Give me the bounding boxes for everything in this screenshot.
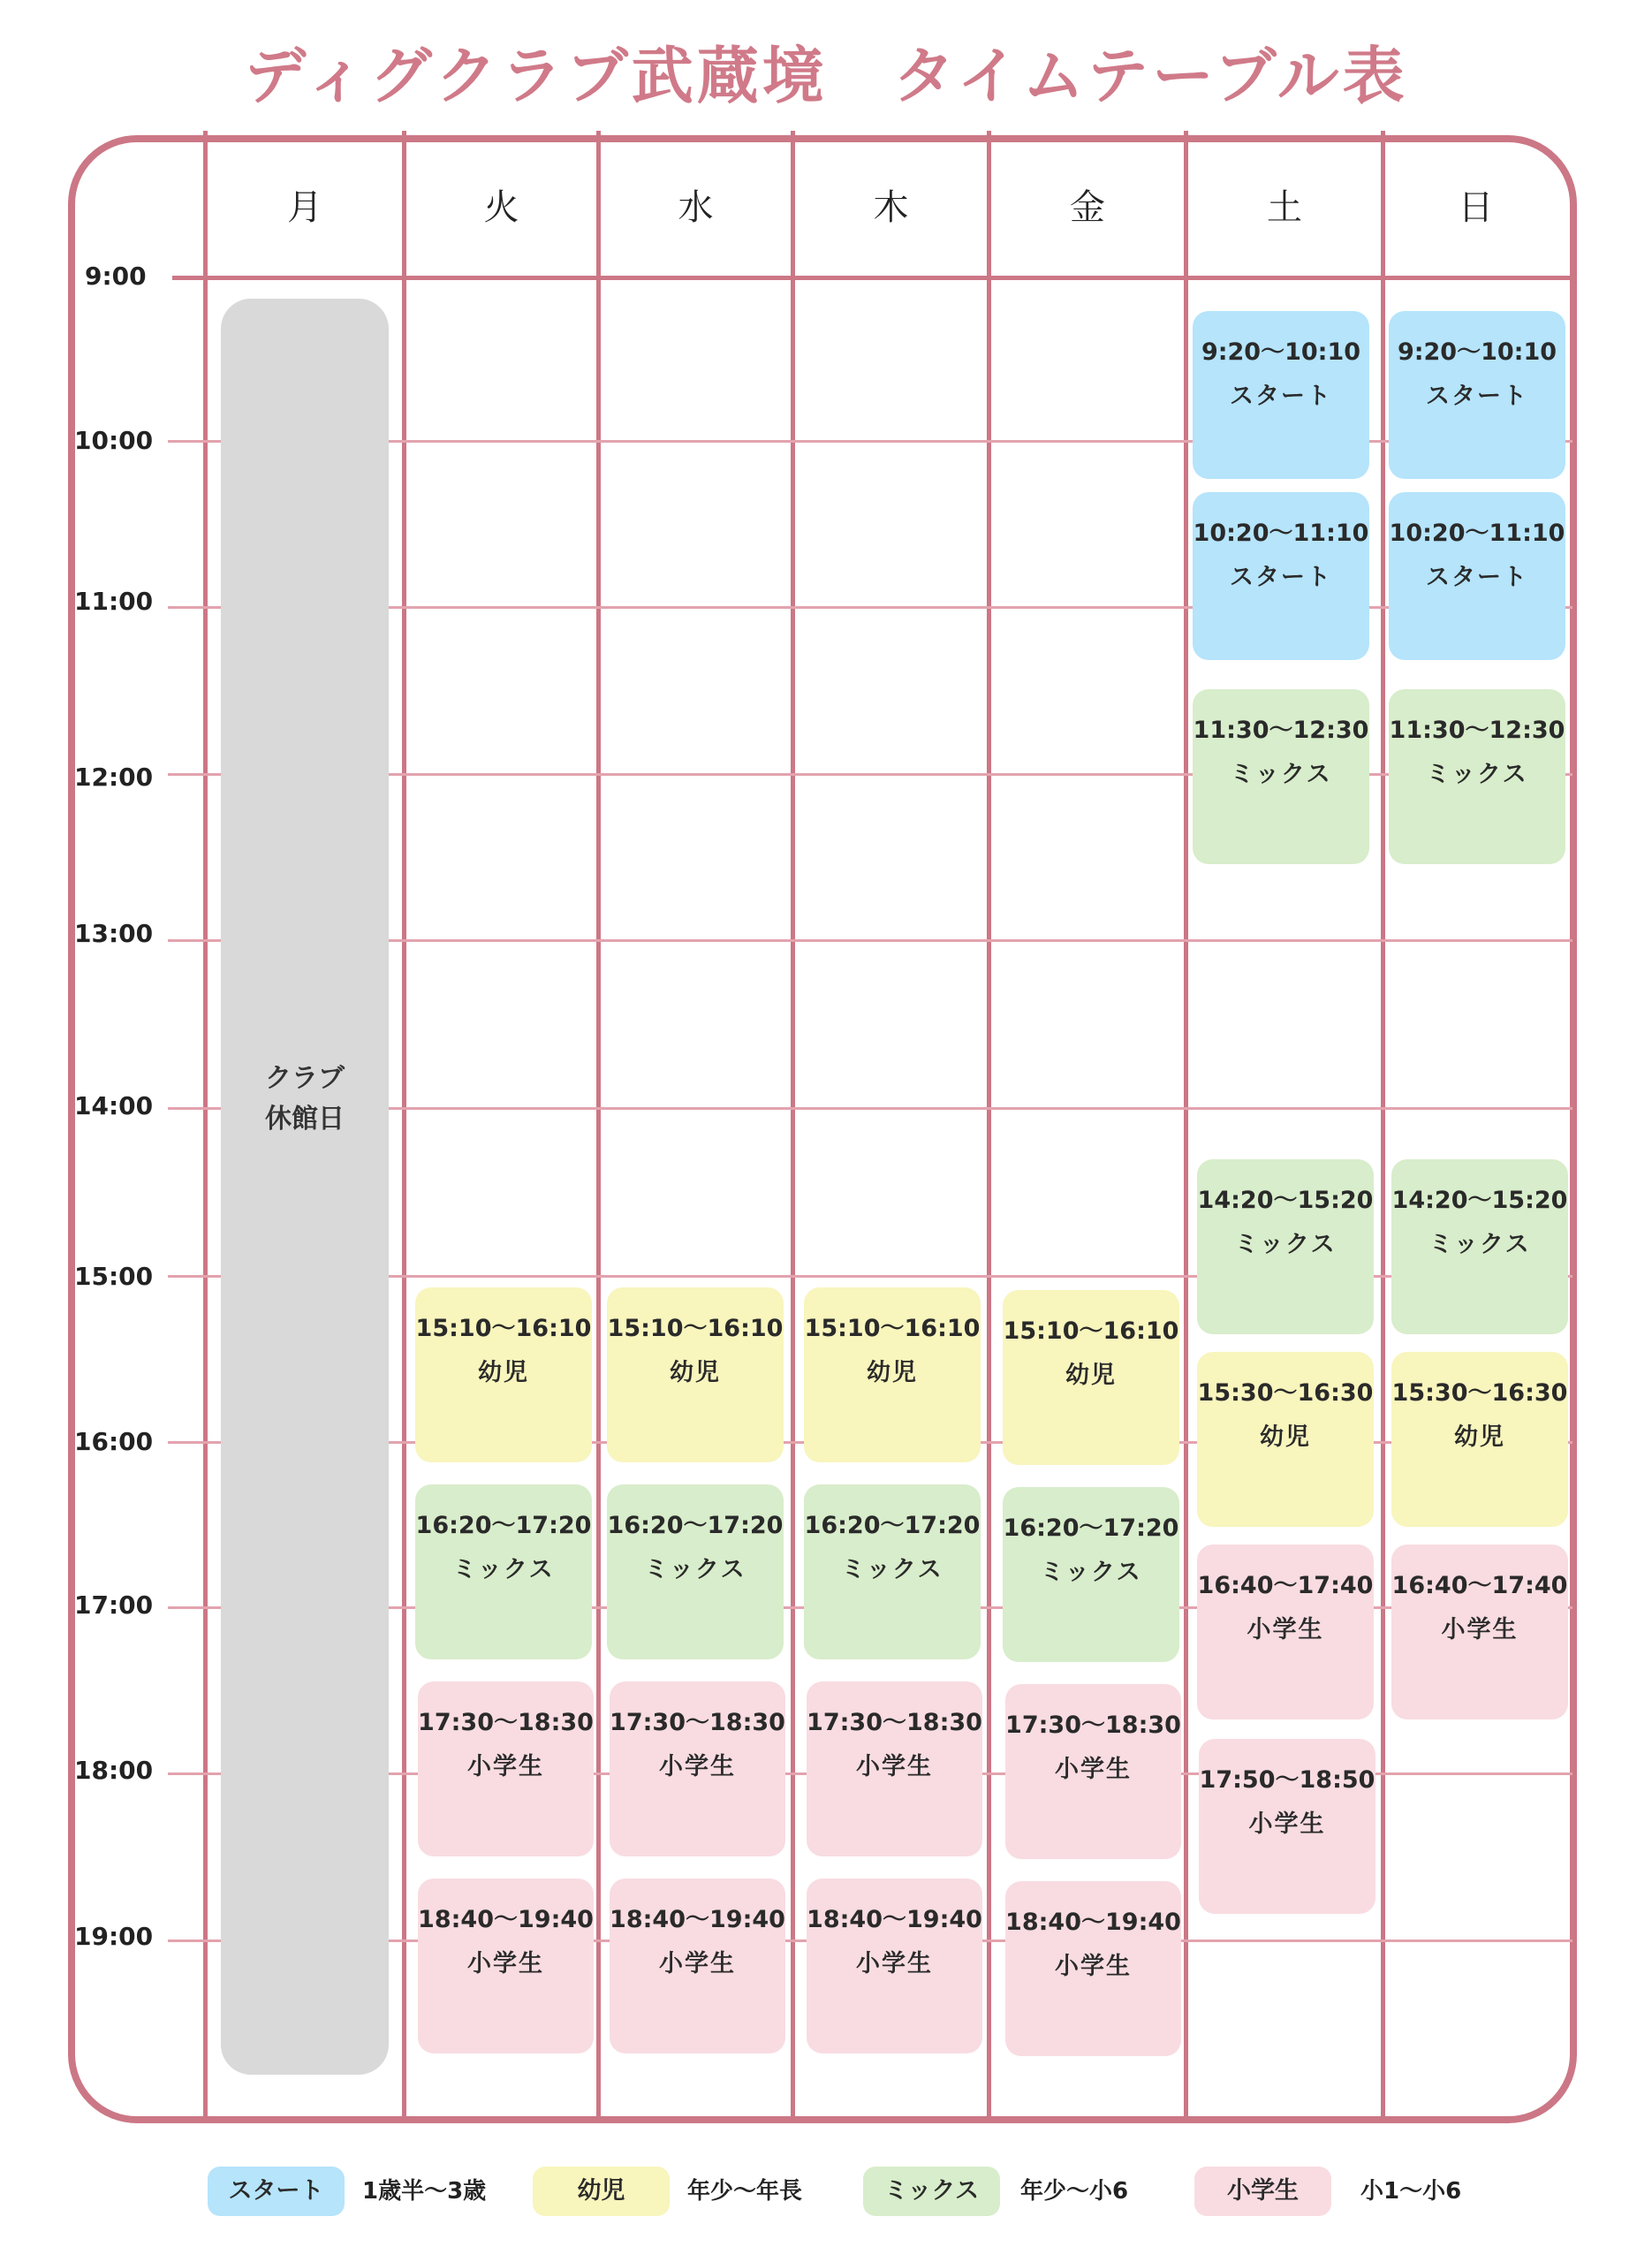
class-label: スタート [1230, 383, 1332, 410]
legend-chip-elementary: 小学生 [1194, 2167, 1331, 2216]
column-divider [791, 131, 795, 2123]
class-label: スタート [1426, 564, 1528, 591]
class-time: 18:40〜19:40 [807, 1906, 982, 1933]
day-header-wed: 水 [678, 187, 714, 228]
class-time: 17:50〜18:50 [1199, 1766, 1375, 1794]
class-block[interactable] [607, 1484, 784, 1659]
legend-chip-kid: 幼児 [533, 2167, 670, 2216]
class-block[interactable] [610, 1681, 785, 1856]
class-time: 9:20〜10:10 [1397, 338, 1557, 366]
closed-line-1: クラブ [265, 1063, 345, 1094]
class-label: 幼児 [670, 1359, 721, 1386]
class-label: 幼児 [867, 1359, 918, 1386]
class-block[interactable] [1389, 492, 1565, 660]
class-label: ミックス [644, 1556, 746, 1583]
time-label: 11:00 [74, 587, 154, 616]
class-label: 小学生 [1441, 1616, 1519, 1643]
legend-chip-start: スタート [208, 2167, 345, 2216]
column-divider [596, 131, 601, 2123]
class-block[interactable] [418, 1879, 594, 2053]
column-divider [203, 131, 208, 2123]
class-time: 16:20〜17:20 [1003, 1514, 1179, 1542]
class-label: ミックス [1426, 761, 1528, 788]
class-label: スタート [1426, 383, 1528, 410]
class-time: 18:40〜19:40 [1005, 1909, 1181, 1936]
time-label: 18:00 [74, 1756, 154, 1785]
class-block[interactable] [1389, 311, 1565, 479]
class-block[interactable] [804, 1484, 981, 1659]
class-block[interactable] [1193, 689, 1369, 864]
class-label: ミックス [1040, 1559, 1142, 1586]
class-time: 14:20〜15:20 [1391, 1187, 1568, 1214]
column-divider [402, 131, 406, 2123]
day-header-mon: 月 [287, 187, 322, 228]
class-time: 17:30〜18:30 [807, 1709, 982, 1736]
class-block[interactable] [1391, 1159, 1568, 1334]
class-label: 幼児 [478, 1359, 529, 1386]
page-title: ディグクラブ武蔵境 タイムテーブル表 [244, 40, 1408, 112]
closed-day-block [221, 299, 389, 2075]
class-block[interactable] [415, 1287, 592, 1462]
column-divider [987, 131, 991, 2123]
class-block[interactable] [804, 1287, 981, 1462]
class-block[interactable] [1389, 689, 1565, 864]
class-block[interactable] [1197, 1352, 1374, 1527]
class-label: 小学生 [856, 1950, 933, 1977]
class-time: 10:20〜11:10 [1193, 520, 1369, 547]
class-label: 小学生 [659, 1950, 736, 1977]
class-label: 小学生 [1055, 1756, 1132, 1783]
class-time: 17:30〜18:30 [418, 1709, 594, 1736]
class-label: 幼児 [1065, 1362, 1117, 1389]
day-header-fri: 金 [1070, 187, 1105, 228]
class-label: ミックス [1234, 1231, 1337, 1258]
time-label: 9:00 [85, 262, 147, 291]
class-time: 17:30〜18:30 [610, 1709, 785, 1736]
class-label: 小学生 [659, 1753, 736, 1780]
time-label: 19:00 [74, 1922, 154, 1951]
class-time: 18:40〜19:40 [610, 1906, 785, 1933]
class-time: 16:40〜17:40 [1391, 1572, 1568, 1599]
class-time: 16:20〜17:20 [607, 1512, 784, 1539]
class-time: 15:10〜16:10 [804, 1315, 981, 1342]
time-label: 10:00 [74, 426, 154, 455]
class-block[interactable] [1197, 1159, 1374, 1334]
class-block[interactable] [607, 1287, 784, 1462]
time-label: 17:00 [74, 1590, 154, 1620]
class-block[interactable] [1003, 1290, 1179, 1465]
class-time: 15:10〜16:10 [1003, 1317, 1179, 1345]
legend-desc-elementary: 小1〜小6 [1360, 2178, 1462, 2205]
class-time: 16:20〜17:20 [804, 1512, 981, 1539]
closed-line-2: 休館日 [265, 1104, 345, 1135]
class-time: 15:10〜16:10 [607, 1315, 784, 1342]
legend-desc-mix: 年少〜小6 [1020, 2178, 1129, 2205]
class-label: ミックス [452, 1556, 555, 1583]
time-label: 13:00 [74, 919, 154, 948]
class-label: 小学生 [1247, 1616, 1324, 1643]
column-divider [1381, 131, 1385, 2123]
class-block[interactable] [1005, 1684, 1181, 1859]
class-block[interactable] [807, 1879, 982, 2053]
column-divider [1184, 131, 1188, 2123]
class-time: 11:30〜12:30 [1193, 717, 1369, 744]
time-label: 12:00 [74, 763, 154, 792]
class-block[interactable] [415, 1484, 592, 1659]
class-label: 小学生 [467, 1950, 544, 1977]
legend-desc-start: 1歳半〜3歳 [362, 2178, 487, 2205]
class-time: 18:40〜19:40 [418, 1906, 594, 1933]
class-time: 11:30〜12:30 [1389, 717, 1565, 744]
class-time: 15:30〜16:30 [1197, 1379, 1374, 1407]
day-header-tue: 火 [483, 187, 519, 228]
class-block[interactable] [1193, 492, 1369, 660]
legend-desc-kid: 年少〜年長 [687, 2178, 803, 2205]
class-label: 小学生 [467, 1753, 544, 1780]
class-label: ミックス [1428, 1231, 1531, 1258]
day-header-thu: 木 [873, 187, 909, 228]
time-label: 14:00 [74, 1091, 154, 1120]
class-block[interactable] [807, 1681, 982, 1856]
header-divider [172, 276, 1572, 280]
time-label: 15:00 [74, 1262, 154, 1291]
class-block[interactable] [1391, 1545, 1568, 1719]
class-label: 小学生 [1055, 1953, 1132, 1980]
class-time: 9:20〜10:10 [1201, 338, 1361, 366]
class-time: 16:40〜17:40 [1197, 1572, 1374, 1599]
day-header-sat: 土 [1267, 187, 1302, 228]
class-block[interactable] [610, 1879, 785, 2053]
class-label: 小学生 [856, 1753, 933, 1780]
class-label: スタート [1230, 564, 1332, 591]
class-block[interactable] [1193, 311, 1369, 479]
class-time: 16:20〜17:20 [415, 1512, 592, 1539]
class-time: 17:30〜18:30 [1005, 1712, 1181, 1739]
class-label: 小学生 [1248, 1810, 1326, 1838]
day-header-sun: 日 [1458, 187, 1494, 228]
legend-chip-mix: ミックス [863, 2167, 1000, 2216]
class-time: 14:20〜15:20 [1197, 1187, 1374, 1214]
class-block[interactable] [1003, 1487, 1179, 1662]
class-block[interactable] [1005, 1881, 1181, 2056]
class-time: 15:30〜16:30 [1391, 1379, 1568, 1407]
class-label: ミックス [841, 1556, 943, 1583]
class-block[interactable] [418, 1681, 594, 1856]
class-block[interactable] [1391, 1352, 1568, 1527]
class-time: 10:20〜11:10 [1389, 520, 1565, 547]
class-label: 幼児 [1454, 1423, 1505, 1451]
time-label: 16:00 [74, 1427, 154, 1456]
class-time: 15:10〜16:10 [415, 1315, 592, 1342]
class-label: 幼児 [1260, 1423, 1311, 1451]
closed-text [221, 1059, 389, 1140]
class-label: ミックス [1230, 761, 1332, 788]
class-block[interactable] [1199, 1739, 1375, 1914]
class-block[interactable] [1197, 1545, 1374, 1719]
